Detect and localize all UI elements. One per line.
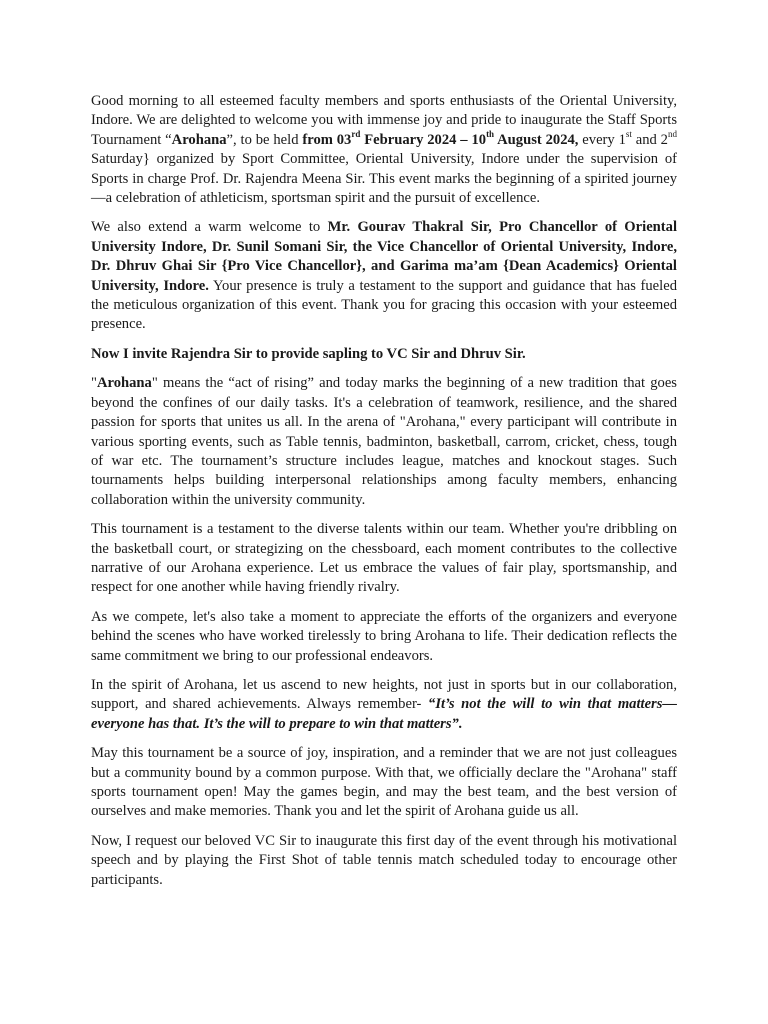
dignitaries-list: Mr. Gourav Thakral Sir, Pro Chancellor of Oriental University Indore, Dr. Sunil Somani Sir, the Vice Chancellor of Oriental University, Indore, Dr. Dhruv Ghai Sir {Pro Vice Chancellor}, and Garima ma’am {Dean Academics} Oriental University, Indore. [91, 219, 677, 294]
date-to-month: August 2024, [494, 131, 579, 148]
dignitaries-intro: We also extend a warm welcome to [91, 219, 328, 236]
closing-request-paragraph: Now, I request our beloved VC Sir to inaugurate this first day of the event through his motivational speech and by playing the First Shot of table tennis match scheduled today to encourage other participants. [91, 832, 677, 888]
date-from-suffix: rd [351, 128, 361, 139]
saturday-1-suffix: st [625, 128, 632, 139]
motivational-quote: “It’s not the will to win that matters—everyone has that. It’s the will to prepare to win that matters”. [91, 696, 678, 732]
sapling-invite: Now I invite Rajendra Sir to provide sapling to VC Sir and Dhruv Sir. [91, 345, 526, 362]
spirit-text: In the spirit of Arohana, let us ascend to new heights, not just in sports but in our collaboration, support, and shared achievements. Always remember- [91, 676, 677, 713]
spirit-paragraph [91, 676, 677, 734]
welcome-text-3: every 1 [578, 131, 626, 148]
declaration-paragraph: May this tournament be a source of joy, inspiration, and a reminder that we are not just colleagues but a community bound by a common purpose. With that, we officially declare the "Arohana" staff sports tournament open! May the games begin, and may the best team, and the best version of ourselves and make memories. Thank you and let the spirit of Arohana guide us all. [91, 745, 677, 820]
sapling-invite-paragraph [91, 345, 677, 364]
date-from: from 03 [302, 131, 352, 148]
event-name-meaning: Arohana [96, 375, 152, 392]
arohana-meaning-paragraph [91, 374, 677, 510]
welcome-text-2: ”, to be held [226, 131, 303, 148]
date-to-suffix: th [486, 128, 495, 139]
welcome-text-5: Saturday} organized by Sport Committee, Oriental University, Indore under the supervision of Sports in charge Prof. Dr. Rajendra Meena Sir. This event marks the beginning of a spirited journey—a celebration of athleticism, sportsman spirit and the pursuit of excellence. [91, 151, 677, 207]
event-dates [302, 128, 579, 148]
welcome-text: Good morning to all esteemed faculty members and sports enthusiasts of the Oriental University, Indore. We are delighted to welcome you with immense joy and pride to inaugurate the Staff Sports Tournament “ [91, 93, 677, 148]
open-quote: " [91, 375, 97, 392]
arohana-meaning-text: " means the “act of rising” and today marks the beginning of a new tradition that goes beyond the confines of our daily tasks. It's a celebration of teamwork, resilience, and the shared passion for sports that unites us all. In the arena of "Arohana," every participant will contribute in various sporting events, such as Table tennis, badminton, basketball, carrom, cricket, chess, tough of war etc. The tournament’s structure includes league, matches and knockout stages. Such tournaments helps building interpersonal relationships among faculty members, enhancing collaboration within the university community. [91, 375, 677, 508]
dignitaries-paragraph [91, 218, 677, 334]
dignitaries-thanks: Your presence is truly a testament to the support and guidance that has fueled the meticulous organization of this event. Thank you for gracing this occasion with your esteemed presence. [91, 277, 677, 333]
date-from-month: February 2024 – 10 [360, 131, 487, 148]
saturday-2-suffix: nd [667, 128, 677, 139]
talents-paragraph: This tournament is a testament to the diverse talents within our team. Whether you're dribbling on the basketball court, or strategizing on the chessboard, each moment contributes to the collective narrative of our Arohana experience. Let us embrace the values of fair play, sportsmanship, and respect for one another while having friendly rivalry. [91, 521, 677, 596]
document-page [91, 92, 677, 900]
organizers-paragraph: As we compete, let's also take a moment to appreciate the efforts of the organizers and everyone behind the scenes who have worked tirelessly to bring Arohana to life. Their dedication reflects the same commitment we bring to our professional endeavors. [91, 608, 677, 664]
welcome-paragraph [91, 92, 677, 208]
event-name: Arohana [171, 131, 227, 148]
welcome-text-4: and 2 [631, 131, 668, 148]
